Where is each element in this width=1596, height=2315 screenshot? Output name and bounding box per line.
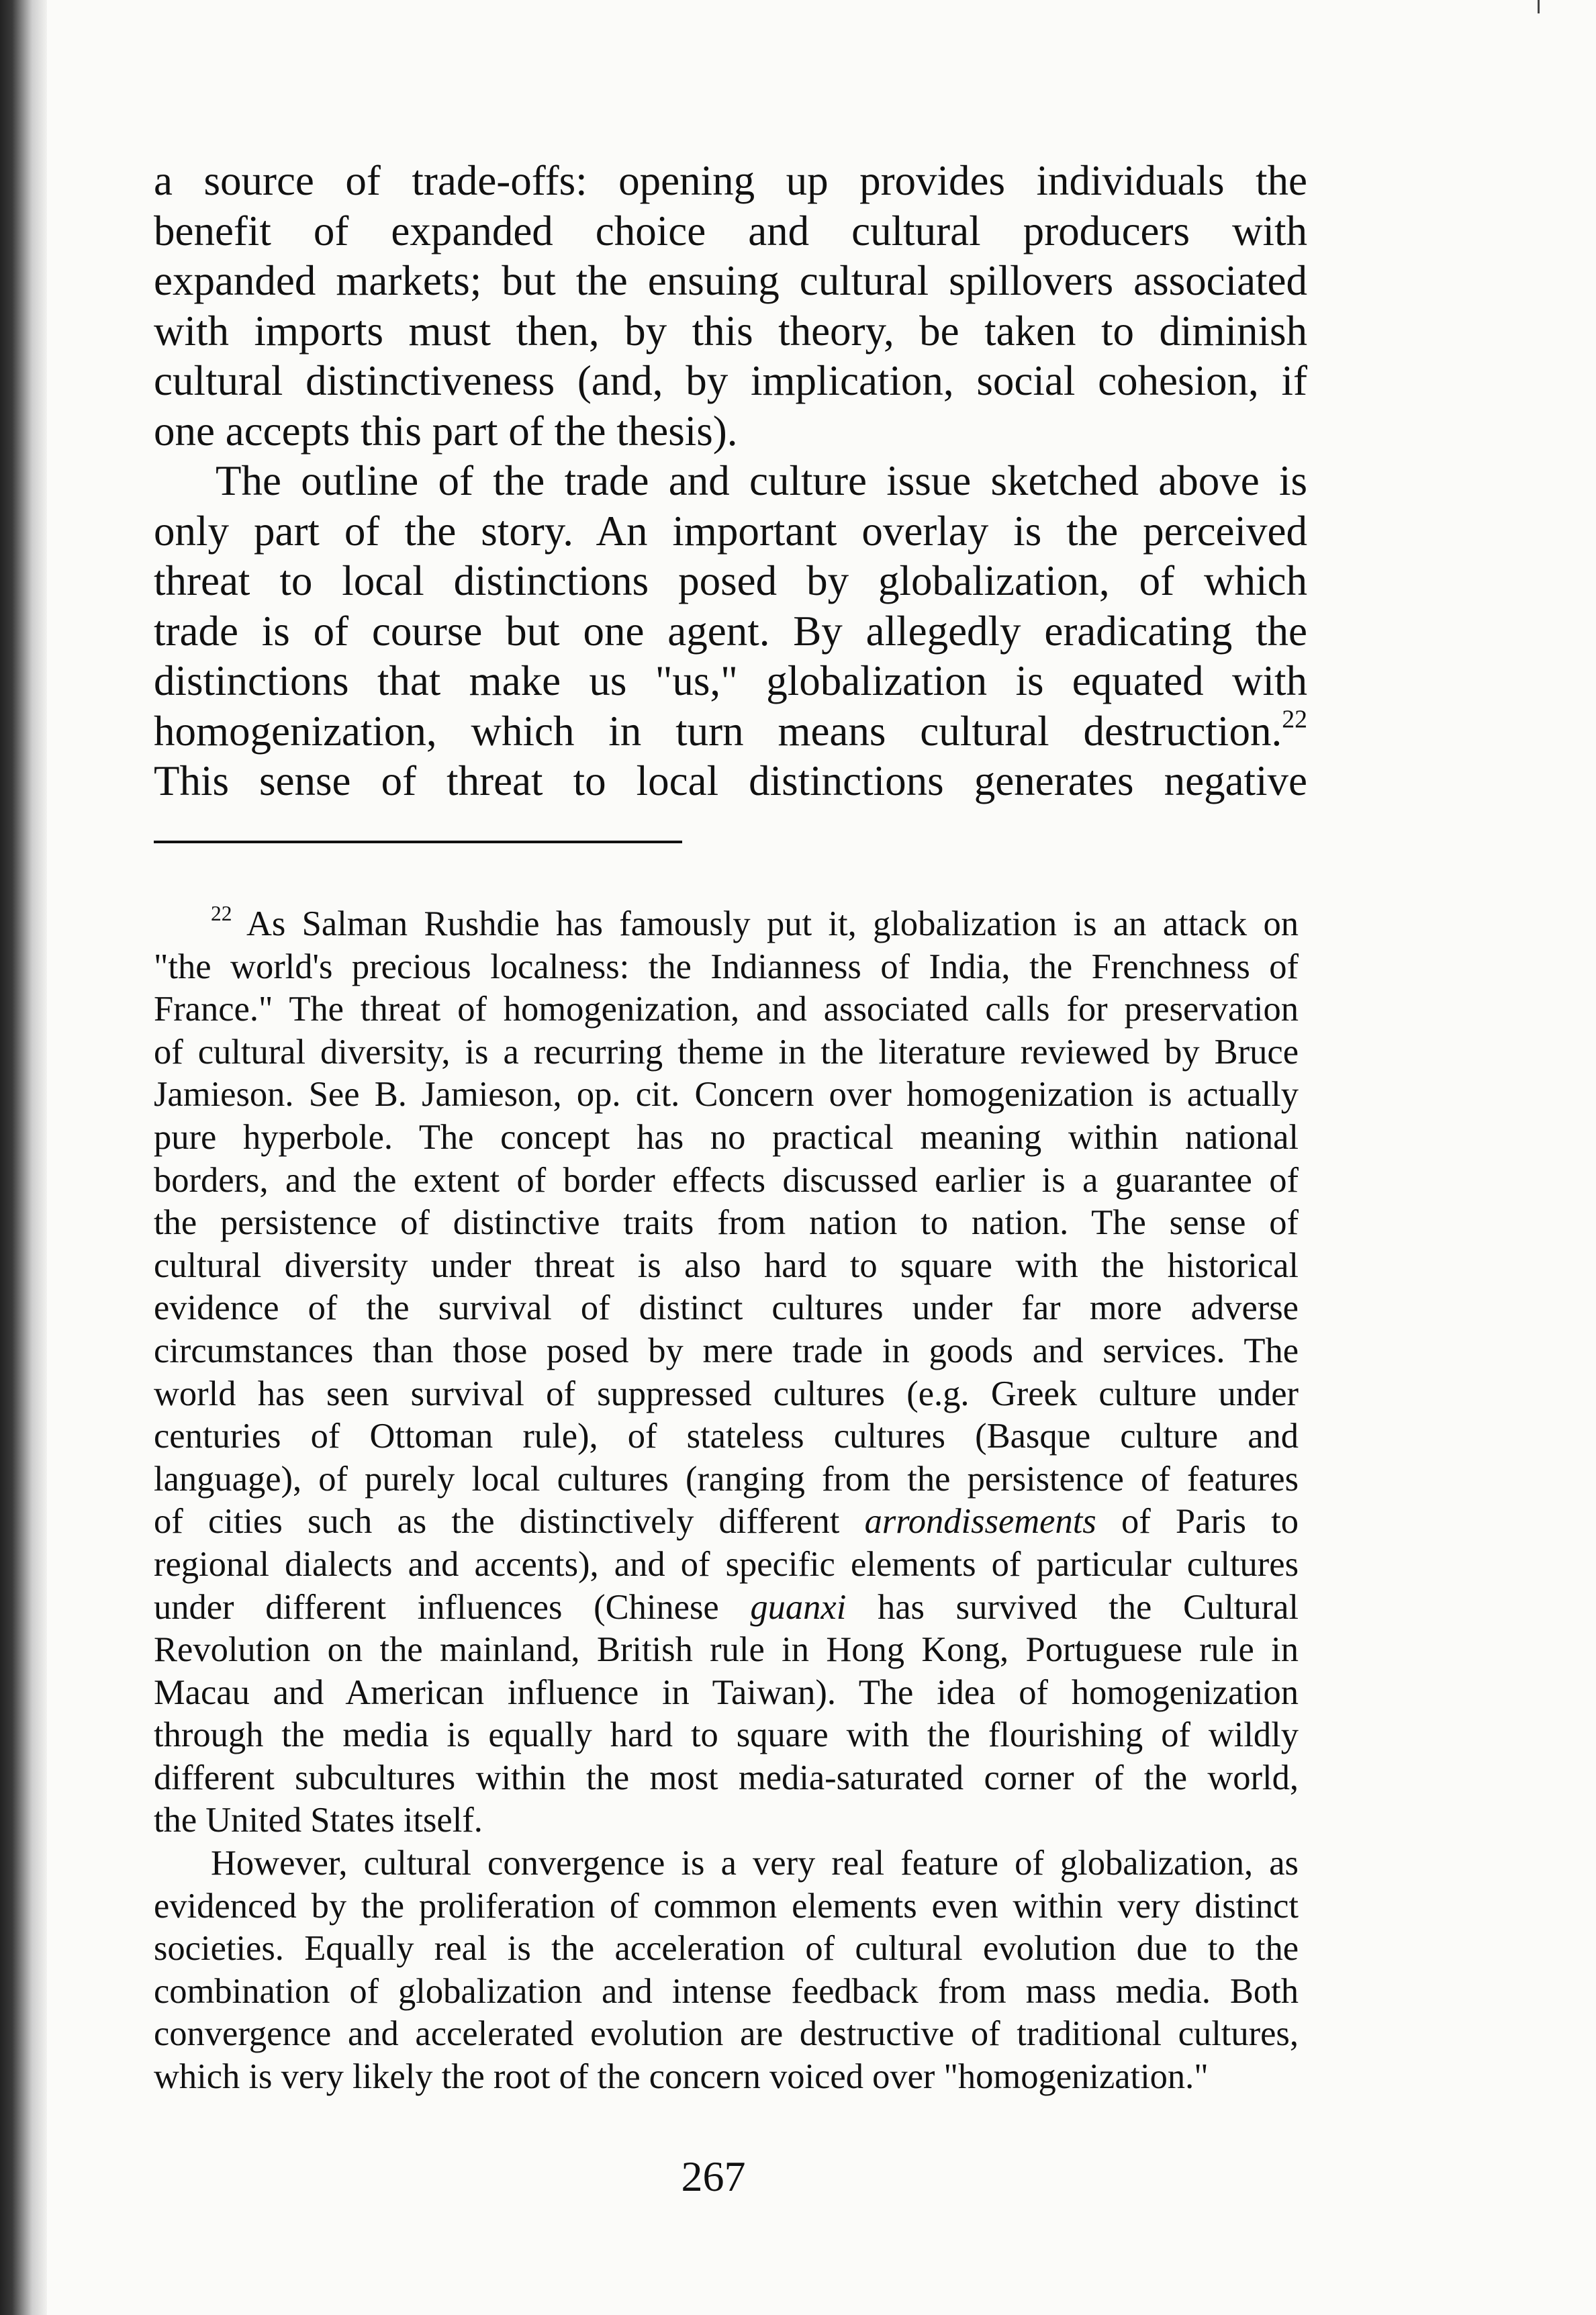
- footnote-line: evidenced by the proliferation of common elements even within very distinct: [154, 1886, 1299, 1926]
- text-line: [154, 706, 1307, 757]
- footnote-line: societies. Equally real is the acceleration of cultural evolution due to the: [154, 1929, 1299, 1969]
- footnote-line: combination of globalization and intense feedback from mass media. Both: [154, 1971, 1299, 2011]
- footnote-line: Revolution on the mainland, British rule in Hong Kong, Portuguese rule in: [154, 1630, 1299, 1670]
- footnote-line: different subcultures within the most media-saturated corner of the world,: [154, 1758, 1299, 1797]
- footnote-line: "the world's precious localness: the Indianness of India, the Frenchness of: [154, 947, 1299, 986]
- footnote-line: France." The threat of homogenization, and associated calls for preservation: [154, 990, 1299, 1029]
- text-span: of cities such as the distinctively different: [154, 1502, 865, 1542]
- text-line: threat to local distinctions posed by globalization, of which: [154, 557, 1307, 604]
- text-line: only part of the story. An important overlay is the perceived: [154, 507, 1307, 555]
- text-line: one accepts this part of the thesis).: [154, 407, 738, 455]
- text-line: expanded markets; but the ensuing cultural spillovers associated: [154, 257, 1307, 304]
- footnote-line: [154, 1501, 1299, 1544]
- footnote-line: of cultural diversity, is a recurring theme in the literature reviewed by Bruce: [154, 1032, 1299, 1072]
- footnote-line: the United States itself.: [154, 1801, 483, 1840]
- footnote-line: which is very likely the root of the concern voiced over "homogenization.": [154, 2057, 1209, 2097]
- text-span: under different influences (Chinese: [154, 1587, 751, 1627]
- footnote-line: centuries of Ottoman rule), of stateless cultures (Basque culture and: [154, 1417, 1299, 1456]
- text-line: This sense of threat to local distinctions generates negative: [154, 757, 1307, 804]
- footnote-line: However, cultural convergence is a very real feature of globalization, as: [211, 1844, 1299, 1883]
- footnote-line: pure hyperbole. The concept has no practical meaning within national: [154, 1117, 1299, 1157]
- footnote-line: [154, 1587, 1299, 1629]
- italic-term: guanxi: [750, 1587, 847, 1627]
- text-span: As Salman Rushdie has famously put it, globalization is an attack on: [246, 904, 1299, 943]
- text-line: a source of trade-offs: opening up provides individuals the: [154, 157, 1307, 204]
- text-line: cultural distinctiveness (and, by implication, social cohesion, if: [154, 357, 1307, 404]
- scan-edge-mark: [1538, 0, 1540, 13]
- footnote-number: 22: [211, 901, 232, 925]
- footnote-line: [154, 903, 1299, 946]
- body-text: [154, 156, 1307, 806]
- text-line: with imports must then, by this theory, be taken to diminish: [154, 307, 1307, 355]
- footnote-line: evidence of the survival of distinct cultures under far more adverse: [154, 1288, 1299, 1328]
- text-span: homogenization, which in turn means cultural destruction.: [154, 707, 1282, 755]
- footnote: [154, 903, 1299, 2099]
- text-line: trade is of course but one agent. By allegedly eradicating the: [154, 607, 1307, 655]
- text-line: benefit of expanded choice and cultural producers with: [154, 207, 1307, 254]
- footnote-reference: 22: [1282, 705, 1307, 734]
- footnote-line: regional dialects and accents), and of specific elements of particular cultures: [154, 1544, 1299, 1584]
- footnote-line: through the media is equally hard to square with the flourishing of wildly: [154, 1715, 1299, 1755]
- footnote-line: convergence and accelerated evolution are destructive of traditional cultures,: [154, 2014, 1299, 2054]
- text-line: The outline of the trade and culture issue sketched above is: [216, 457, 1307, 504]
- text-span: has survived the Cultural: [846, 1587, 1299, 1627]
- footnote-divider: [154, 841, 682, 843]
- footnote-line: language), of purely local cultures (ranging from the persistence of features: [154, 1459, 1299, 1499]
- text-line: distinctions that make us "us," globalization is equated with: [154, 657, 1307, 704]
- scan-binding-edge: [0, 0, 47, 2315]
- footnote-line: borders, and the extent of border effects discussed earlier is a guarantee of: [154, 1160, 1299, 1200]
- page-number: 267: [681, 2153, 746, 2200]
- text-span: of Paris to: [1096, 1502, 1299, 1542]
- footnote-line: Jamieson. See B. Jamieson, op. cit. Concern over homogenization is actually: [154, 1075, 1299, 1115]
- footnote-line: the persistence of distinctive traits from nation to nation. The sense of: [154, 1203, 1299, 1243]
- footnote-line: Macau and American influence in Taiwan). The idea of homogenization: [154, 1672, 1299, 1712]
- footnote-line: circumstances than those posed by mere trade in goods and services. The: [154, 1331, 1299, 1370]
- italic-term: arrondissements: [864, 1502, 1096, 1542]
- footnote-line: world has seen survival of suppressed cultures (e.g. Greek culture under: [154, 1374, 1299, 1413]
- footnote-line: cultural diversity under threat is also hard to square with the historical: [154, 1245, 1299, 1285]
